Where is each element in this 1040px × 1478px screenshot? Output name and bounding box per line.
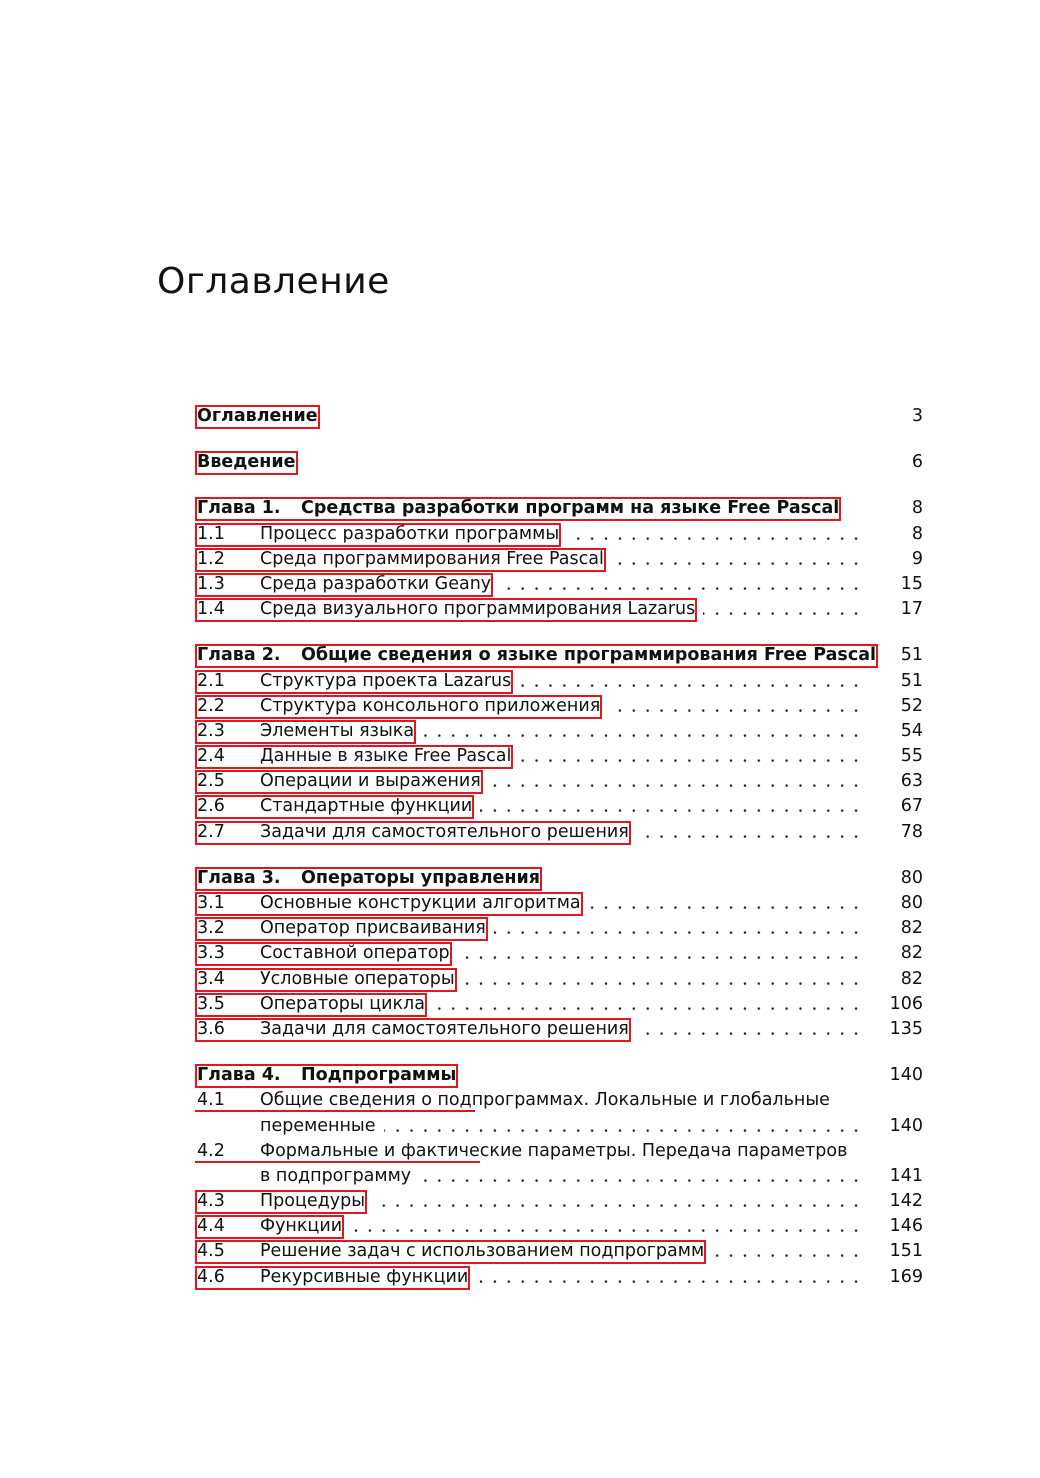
dot-leader	[519, 669, 863, 694]
toc-section-number: 2.2	[197, 695, 225, 716]
toc-section-number: 2.4	[197, 746, 225, 767]
toc-chapter-title: Общие сведения о языке программирования Free Pascal	[301, 645, 877, 666]
toc-front-entry[interactable]	[197, 404, 923, 429]
toc-page-number: 80	[900, 867, 923, 888]
toc-chapter-title: Операторы управления	[301, 867, 540, 888]
toc-page-number: 51	[900, 645, 923, 666]
toc-page-number: 142	[889, 1191, 923, 1212]
toc-section-number: 3.5	[197, 993, 225, 1014]
toc-section-number: 2.5	[197, 771, 225, 792]
dot-leader	[350, 1214, 863, 1239]
toc-section-number: 2.6	[197, 796, 225, 817]
toc-section-title: Структура проекта Lazarus	[260, 670, 512, 691]
toc-section-entry[interactable]	[197, 891, 923, 916]
toc-section-number: 3.2	[197, 918, 225, 939]
toc-section-entry[interactable]	[197, 992, 923, 1017]
toc-front-entry[interactable]	[197, 450, 923, 475]
toc-page-number: 140	[889, 1065, 923, 1086]
toc-page-number: 67	[900, 796, 923, 817]
toc-chapter-label: Глава 1.	[197, 498, 281, 519]
toc-page-number: 135	[889, 1018, 923, 1039]
dot-leader	[463, 967, 863, 992]
toc-section-entry[interactable]	[197, 597, 923, 622]
toc-section-title: Задачи для самостоятельного решения	[260, 1018, 629, 1039]
toc-section-title: Процесс разработки программы	[260, 523, 560, 544]
dot-leader	[608, 694, 863, 719]
toc-page-number: 106	[889, 993, 923, 1014]
dot-leader	[637, 820, 863, 845]
toc-page-number: 82	[900, 918, 923, 939]
toc-section-entry[interactable]	[197, 1265, 923, 1290]
toc-section-number: 2.7	[197, 821, 225, 842]
toc-section-title: Среда программирования Free Pascal	[260, 548, 604, 569]
toc-section-title: Общие сведения о подпрограммах. Локальные и глобальные	[260, 1090, 830, 1111]
toc-section-entry[interactable]	[197, 572, 923, 597]
table-of-contents	[197, 404, 923, 1290]
toc-page-number: 146	[889, 1216, 923, 1237]
toc-chapter-entry[interactable]	[197, 643, 923, 668]
toc-section-number: 1.1	[197, 523, 225, 544]
dot-leader	[480, 794, 863, 819]
toc-section-entry-continued[interactable]	[197, 1164, 923, 1189]
toc-section-title: Условные операторы	[260, 968, 455, 989]
toc-section-title: Функции	[260, 1216, 343, 1237]
toc-section-entry[interactable]	[197, 744, 923, 769]
toc-section-title: Оператор присваивания	[260, 918, 486, 939]
toc-section-entry[interactable]	[197, 669, 923, 694]
toc-chapter-entry[interactable]	[197, 496, 923, 521]
toc-page-number: 54	[900, 720, 923, 741]
toc-section-entry[interactable]	[197, 941, 923, 966]
toc-entry-title: Оглавление	[197, 406, 318, 426]
toc-section-title: Составной оператор	[260, 943, 450, 964]
toc-page-number: 8	[911, 498, 923, 519]
toc-section-title: Операторы цикла	[260, 993, 425, 1014]
toc-page-number: 55	[900, 746, 923, 767]
toc-page-number: 82	[900, 968, 923, 989]
toc-section-number: 4.2	[197, 1140, 225, 1161]
toc-page-number: 52	[900, 695, 923, 716]
toc-page-number: 169	[889, 1266, 923, 1287]
toc-page-number: 63	[900, 771, 923, 792]
page-title: Оглавление	[157, 261, 390, 302]
toc-section-title: Среда визуального программирования Lazarus	[260, 599, 696, 620]
toc-chapter-label: Глава 4.	[197, 1065, 281, 1086]
link-underline	[195, 1110, 475, 1112]
toc-section-entry[interactable]	[197, 522, 923, 547]
dot-leader	[422, 719, 863, 744]
toc-page-number: 80	[900, 893, 923, 913]
toc-chapter-entry[interactable]	[197, 866, 923, 891]
toc-chapter-title: Подпрограммы	[301, 1065, 457, 1086]
toc-page-number: 140	[889, 1115, 923, 1136]
toc-section-entry[interactable]	[197, 694, 923, 719]
toc-page-number: 78	[900, 821, 923, 842]
toc-section-title: Среда разработки Geany	[260, 573, 492, 594]
toc-section-title: Процедуры	[260, 1191, 366, 1212]
toc-section-title: Решение задач с использованием подпрограмм	[260, 1241, 705, 1262]
dot-leader	[712, 1239, 863, 1264]
toc-section-entry[interactable]	[197, 1017, 923, 1042]
toc-section-entry[interactable]	[197, 1088, 923, 1113]
toc-section-number: 1.3	[197, 573, 225, 594]
toc-chapter-label: Глава 3.	[197, 867, 281, 888]
toc-section-title: Стандартные функции	[260, 796, 473, 817]
toc-section-entry-continued[interactable]	[197, 1114, 923, 1139]
dot-leader	[703, 597, 863, 622]
toc-page-number: 6	[911, 452, 923, 473]
dot-leader	[384, 1114, 863, 1139]
toc-section-entry[interactable]	[197, 1239, 923, 1264]
toc-section-number: 3.4	[197, 968, 225, 989]
toc-section-entry[interactable]	[197, 769, 923, 794]
toc-entry-title: Введение	[197, 452, 296, 473]
toc-section-number: 3.6	[197, 1018, 225, 1039]
toc-section-number: 4.4	[197, 1216, 225, 1237]
dot-leader	[637, 1017, 863, 1042]
toc-section-number: 1.2	[197, 548, 225, 569]
toc-section-entry[interactable]	[197, 794, 923, 819]
toc-page-number: 17	[900, 599, 923, 620]
toc-page-number: 141	[889, 1165, 923, 1186]
toc-page-number: 9	[911, 548, 923, 569]
dot-leader	[519, 744, 863, 769]
toc-section-number: 2.3	[197, 720, 225, 741]
dot-leader	[494, 916, 863, 941]
toc-section-title: Операции и выражения	[260, 771, 481, 792]
toc-section-number: 4.3	[197, 1191, 225, 1212]
toc-chapter-label: Глава 2.	[197, 645, 281, 666]
dot-leader	[373, 1189, 863, 1214]
dot-leader	[433, 992, 863, 1017]
toc-section-entry[interactable]	[197, 1139, 923, 1164]
toc-section-entry[interactable]	[197, 820, 923, 845]
dot-leader	[589, 891, 863, 916]
dot-leader	[499, 572, 863, 597]
toc-section-title: Элементы языка	[260, 720, 415, 741]
toc-section-entry[interactable]	[197, 916, 923, 941]
dot-leader	[612, 547, 863, 572]
toc-page-number: 15	[900, 573, 923, 594]
toc-page-number: 151	[889, 1241, 923, 1262]
toc-section-title-continued: переменные	[260, 1115, 376, 1136]
toc-section-title: Основные конструкции алгоритма	[260, 893, 581, 913]
toc-page-number: 3	[911, 406, 923, 426]
dot-leader	[419, 1164, 863, 1189]
toc-section-number: 3.1	[197, 893, 225, 913]
toc-section-title: Данные в языке Free Pascal	[260, 746, 512, 767]
dot-leader	[489, 769, 863, 794]
toc-section-entry[interactable]	[197, 547, 923, 572]
toc-page-number: 82	[900, 943, 923, 964]
toc-section-title: Задачи для самостоятельного решения	[260, 821, 629, 842]
toc-section-title: Рекурсивные функции	[260, 1266, 469, 1287]
toc-section-entry[interactable]	[197, 1214, 923, 1239]
toc-page-number: 51	[900, 670, 923, 691]
dot-leader	[567, 522, 863, 547]
toc-section-number: 4.6	[197, 1266, 225, 1287]
toc-section-number: 4.5	[197, 1241, 225, 1262]
toc-section-title: Структура консольного приложения	[260, 695, 601, 716]
link-underline	[195, 1161, 480, 1163]
toc-section-entry[interactable]	[197, 719, 923, 744]
toc-section-number: 3.3	[197, 943, 225, 964]
toc-section-entry[interactable]	[197, 967, 923, 992]
toc-section-number: 4.1	[197, 1090, 225, 1111]
toc-section-title: Формальные и фактические параметры. Передача параметров	[260, 1140, 848, 1161]
toc-section-number: 1.4	[197, 599, 225, 620]
toc-chapter-entry[interactable]	[197, 1063, 923, 1088]
dot-leader	[476, 1265, 863, 1290]
toc-section-number: 2.1	[197, 670, 225, 691]
toc-page-number: 8	[911, 523, 923, 544]
toc-section-title-continued: в подпрограмму	[260, 1165, 412, 1186]
dot-leader	[458, 941, 863, 966]
toc-section-entry[interactable]	[197, 1189, 923, 1214]
toc-chapter-title: Средства разработки программ на языке Free Pascal	[301, 498, 840, 519]
